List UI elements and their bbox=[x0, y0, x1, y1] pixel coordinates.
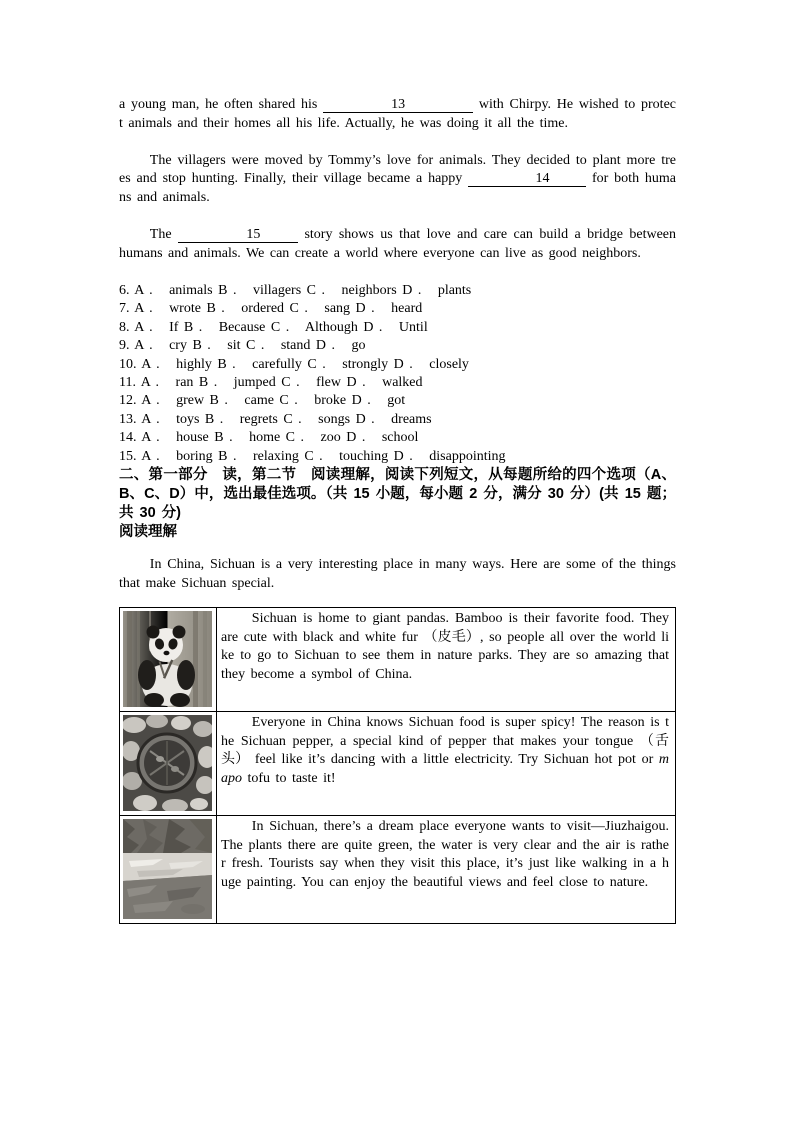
cloze-p2-after: for both humans and animals. bbox=[119, 171, 677, 205]
panda-photo-cell bbox=[120, 608, 217, 712]
cloze-blank-15 bbox=[178, 228, 298, 243]
question-13: 13. A . toys B . regrets C . songs D . dreams bbox=[119, 411, 432, 427]
panda-text-cell bbox=[217, 608, 676, 712]
cloze-p3-after: story shows us that love and care can build a bridge between humans and animals. We can create a world where everyone can live as good neighbors. bbox=[119, 227, 677, 261]
cloze-paragraph-1 bbox=[119, 96, 676, 133]
jiuzhaigou-text-cell bbox=[217, 816, 676, 924]
cloze-p2-before: The villagers were moved by Tommy’s love for animals. They decided to plant more trees and stop hunting. Finally, their village became a happy bbox=[119, 152, 676, 187]
section-two-subheading: 阅读理解 bbox=[119, 524, 177, 540]
food-text-italic: mapo bbox=[221, 752, 670, 786]
question-11: 11. A . ran B . jumped C . flew D . walked bbox=[119, 374, 423, 390]
question-9: 9. A . cry B . sit C . stand D . go bbox=[119, 338, 366, 354]
blank-15-number: 15 bbox=[246, 227, 261, 243]
question-list bbox=[119, 282, 676, 466]
question-7: 7. A . wrote B . ordered C . sang D . heard bbox=[119, 301, 423, 317]
table-row-jiuzhaigou bbox=[120, 816, 676, 924]
food-text-start: Everyone in China knows Sichuan food is super spicy! The reason is the Sichuan pepper, a special kind of pepper that makes your tongue （舌头） feel like it’s dancing with a little electricity. Try Sichuan hot pot or bbox=[221, 715, 669, 768]
document-content bbox=[119, 96, 676, 924]
cloze-p3-before: The bbox=[149, 227, 172, 243]
cloze-blank-13 bbox=[323, 98, 473, 113]
food-paragraph bbox=[221, 714, 669, 788]
question-6: 6. A . animals B . villagers C . neighbors D . plants bbox=[119, 282, 472, 298]
food-photo-cell bbox=[120, 712, 217, 816]
question-10: 10. A . highly B . carefully C . strongly D . closely bbox=[119, 356, 469, 372]
question-12: 12. A . grew B . came C . broke D . got bbox=[119, 393, 406, 409]
cloze-p1-after: with Chirpy. He wished to protect animals and their homes all his life. Actually, he was doing it all the time. bbox=[119, 97, 676, 131]
table-row-food bbox=[120, 712, 676, 816]
blank-14-number: 14 bbox=[535, 171, 550, 187]
section-two-header: 二、第一部分 读，第二节 阅读理解，阅读下列短文，从每题所给的四个选项（A、B、C、D）中，选出最佳选项。（共 15 小题，每小题 2 分，满分 30 分）(共 15 题；共 30 分) bbox=[119, 467, 676, 521]
question-8: 8. A . If B . Because C . Although D . Until bbox=[119, 319, 428, 335]
blank-13-number: 13 bbox=[391, 97, 406, 112]
panda-photo bbox=[123, 611, 212, 707]
sichuan-info-table bbox=[119, 607, 676, 924]
cloze-blank-14 bbox=[468, 172, 586, 187]
question-15: 15. A . boring B . relaxing C . touching D . disappointing bbox=[119, 448, 506, 464]
jiuzhaigou-photo bbox=[123, 819, 212, 919]
reading-intro-paragraph: In China, Sichuan is a very interesting place in many ways. Here are some of the things that make Sichuan special. bbox=[119, 557, 676, 591]
food-text-cell bbox=[217, 712, 676, 816]
table-row-pandas bbox=[120, 608, 676, 712]
cloze-paragraph-3 bbox=[119, 226, 676, 263]
jiuzhaigou-photo-cell bbox=[120, 816, 217, 924]
cloze-p1-before: a young man, he often shared his bbox=[119, 97, 318, 112]
cloze-paragraph-2 bbox=[119, 152, 676, 208]
question-14: 14. A . house B . home C . zoo D . school bbox=[119, 430, 419, 446]
panda-paragraph: Sichuan is home to giant pandas. Bamboo is their favorite food. They are cute with black and white fur （皮毛）, so people all over the world like to go to Sichuan to see them in nature parks. They are so amazing that they become a symbol of China. bbox=[221, 611, 669, 682]
sichuan-food-photo bbox=[123, 715, 212, 811]
jiuzhaigou-paragraph: In Sichuan, there’s a dream place everyone wants to visit—Jiuzhaigou. The plants there are quite green, the water is very clear and the air is rather fresh. Tourists say when they visit this place, it’s just like walking in a huge painting. You can enjoy the beautiful views and feel close to nature. bbox=[221, 819, 669, 890]
food-text-end: tofu to taste it! bbox=[247, 770, 336, 786]
